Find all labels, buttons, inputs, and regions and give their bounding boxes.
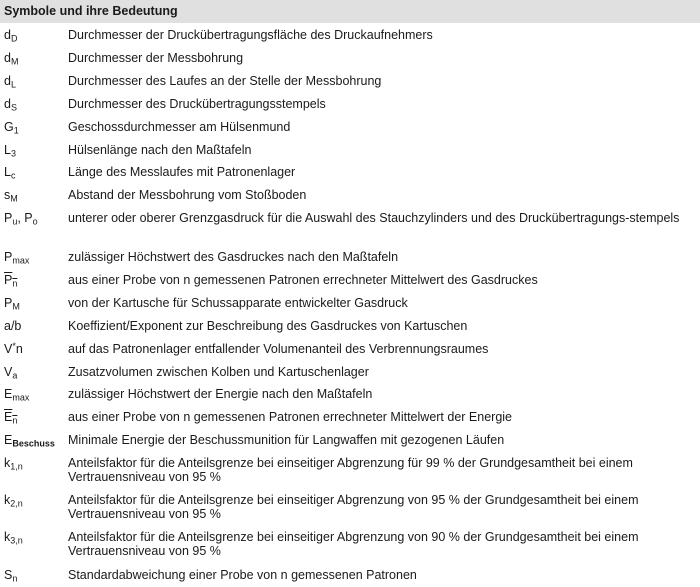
symbol-subscript: n	[12, 278, 18, 289]
symbol-base: P	[4, 211, 13, 225]
description-cell: zulässiger Höchstwert der Energie nach den Maßtafeln	[68, 387, 373, 401]
symbol-base-second: , P	[17, 211, 33, 225]
symbol-subscript: 3,n	[10, 535, 23, 546]
description-cell: Abstand der Messbohrung vom Stoßboden	[68, 188, 307, 202]
symbol-subscript: 1	[13, 125, 19, 136]
symbol-base: a/b	[4, 319, 22, 333]
description-cell: Durchmesser der Druckübertragungsfläche des Druckaufnehmers	[68, 28, 433, 42]
description-cell: unterer oder oberer Grenzgasdruck für die Auswahl des Stauchzylinders und des Druckübertragungs-stempels	[68, 211, 680, 225]
symbol-base: d	[4, 51, 11, 65]
symbol-subscript: max	[12, 255, 30, 266]
symbol-subscript: L	[10, 79, 16, 90]
symbol-cell	[4, 456, 23, 470]
symbol-subscript: u	[12, 216, 18, 227]
symbol-subscript: a	[12, 370, 18, 381]
symbol-base: d	[4, 97, 11, 111]
symbol-cell	[4, 51, 18, 65]
description-cell: Durchmesser des Laufes an der Stelle der Messbohrung	[68, 74, 382, 88]
symbol-cell	[4, 120, 19, 134]
symbol-subscript: 3	[10, 148, 16, 159]
symbol-base: E	[4, 387, 13, 401]
description-cell: zulässiger Höchstwert des Gasdruckes nach den Maßtafeln	[68, 250, 399, 264]
description-cell: Zusatzvolumen zwischen Kolben und Kartuschenlager	[68, 365, 369, 379]
symbol-cell	[4, 410, 17, 424]
symbol-base: L	[4, 165, 11, 179]
symbol-subscript: M	[12, 301, 20, 312]
symbol-base: G	[4, 120, 14, 134]
description-cell: Anteilsfaktor für die Anteilsgrenze bei einseitiger Abgrenzung von 95 % der Grundgesamtheit bei einem Vertrauensniveau von 95 %	[68, 493, 639, 521]
symbol-subscript: M	[10, 56, 19, 67]
symbol-cell	[4, 493, 23, 507]
symbol-subscript-second: o	[32, 216, 38, 227]
symbol-cell	[4, 319, 21, 333]
symbol-cell	[4, 74, 16, 88]
symbol-subscript: c	[10, 170, 16, 181]
symbol-subscript: S	[10, 102, 17, 113]
symbol-superscript: *	[12, 340, 16, 351]
symbol-cell	[4, 211, 38, 225]
symbol-cell	[4, 97, 17, 111]
symbol-cell	[4, 387, 29, 401]
symbol-base: V	[4, 365, 13, 379]
symbol-base: k	[4, 456, 11, 470]
description-cell: Durchmesser der Messbohrung	[68, 51, 244, 65]
description-cell: Koeffizient/Exponent zur Beschreibung des Gasdruckes von Kartuschen	[68, 319, 468, 333]
symbol-base: E	[4, 433, 13, 447]
symbol-base: V	[4, 342, 13, 356]
description-cell: Anteilsfaktor für die Anteilsgrenze bei einseitiger Abgrenzung von 90 % der Grundgesamtheit bei einem Vertrauensniveau von 95 %	[68, 530, 639, 558]
description-cell: Geschossdurchmesser am Hülsenmund	[68, 120, 291, 134]
symbol-cell	[4, 568, 17, 582]
description-cell: Standardabweichung einer Probe von n gemessenen Patronen	[68, 568, 417, 582]
symbol-cell	[4, 342, 23, 356]
symbol-subscript: max	[12, 392, 30, 403]
symbol-base: P	[4, 250, 13, 264]
symbol-cell	[4, 188, 18, 202]
description-cell: Durchmesser des Druckübertragungsstempels	[68, 97, 326, 111]
symbol-base: d	[4, 74, 11, 88]
description-cell: Hülsenlänge nach den Maßtafeln	[68, 143, 252, 157]
symbol-base: d	[4, 28, 11, 42]
description-cell: auf das Patronenlager entfallender Volumenanteil des Verbrennungsraumes	[68, 342, 489, 356]
symbol-base: P	[4, 273, 13, 287]
symbol-cell	[4, 296, 20, 310]
symbol-subscript: n	[12, 415, 18, 426]
description-cell: aus einer Probe von n gemessenen Patronen errechneter Mittelwert des Gasdruckes	[68, 273, 538, 287]
symbol-cell	[4, 273, 17, 287]
symbol-subscript: Beschuss	[12, 438, 55, 449]
symbol-base: P	[4, 296, 13, 310]
symbol-mean	[4, 273, 17, 287]
description-cell: aus einer Probe von n gemessenen Patronen errechneter Mittelwert der Energie	[68, 410, 513, 424]
symbol-cell	[4, 143, 16, 157]
symbol-cell	[4, 28, 17, 42]
symbol-cell	[4, 165, 15, 179]
symbol-cell	[4, 250, 29, 264]
symbol-subscript: 2,n	[10, 498, 23, 509]
symbol-cell	[4, 530, 23, 544]
symbol-subscript: M	[10, 193, 18, 204]
symbol-subscript: n	[12, 573, 18, 584]
symbol-base: S	[4, 568, 13, 582]
symbol-subscript: D	[10, 33, 18, 44]
description-cell: von der Kartusche für Schussapparate entwickelter Gasdruck	[68, 296, 408, 310]
symbol-subscript: 1,n	[10, 461, 23, 472]
symbol-base: L	[4, 143, 11, 157]
description-cell: Minimale Energie der Beschussmunition für Langwaffen mit gezogenen Läufen	[68, 433, 505, 447]
symbol-base: k	[4, 493, 11, 507]
symbol-base: s	[4, 188, 11, 202]
table-title: Symbole und ihre Bedeutung	[4, 4, 178, 18]
symbol-subscript: n	[15, 342, 23, 356]
symbol-base: E	[4, 410, 13, 424]
symbol-cell	[4, 365, 17, 379]
symbol-mean	[4, 410, 17, 424]
symbol-base: k	[4, 530, 11, 544]
description-cell: Länge des Messlaufes mit Patronenlager	[68, 165, 296, 179]
table-header	[0, 0, 700, 23]
symbol-cell	[4, 433, 55, 447]
description-cell: Anteilsfaktor für die Anteilsgrenze bei einseitiger Abgrenzung für 99 % der Grundgesamtheit bei einem Vertrauensniveau von 95 %	[68, 456, 633, 484]
